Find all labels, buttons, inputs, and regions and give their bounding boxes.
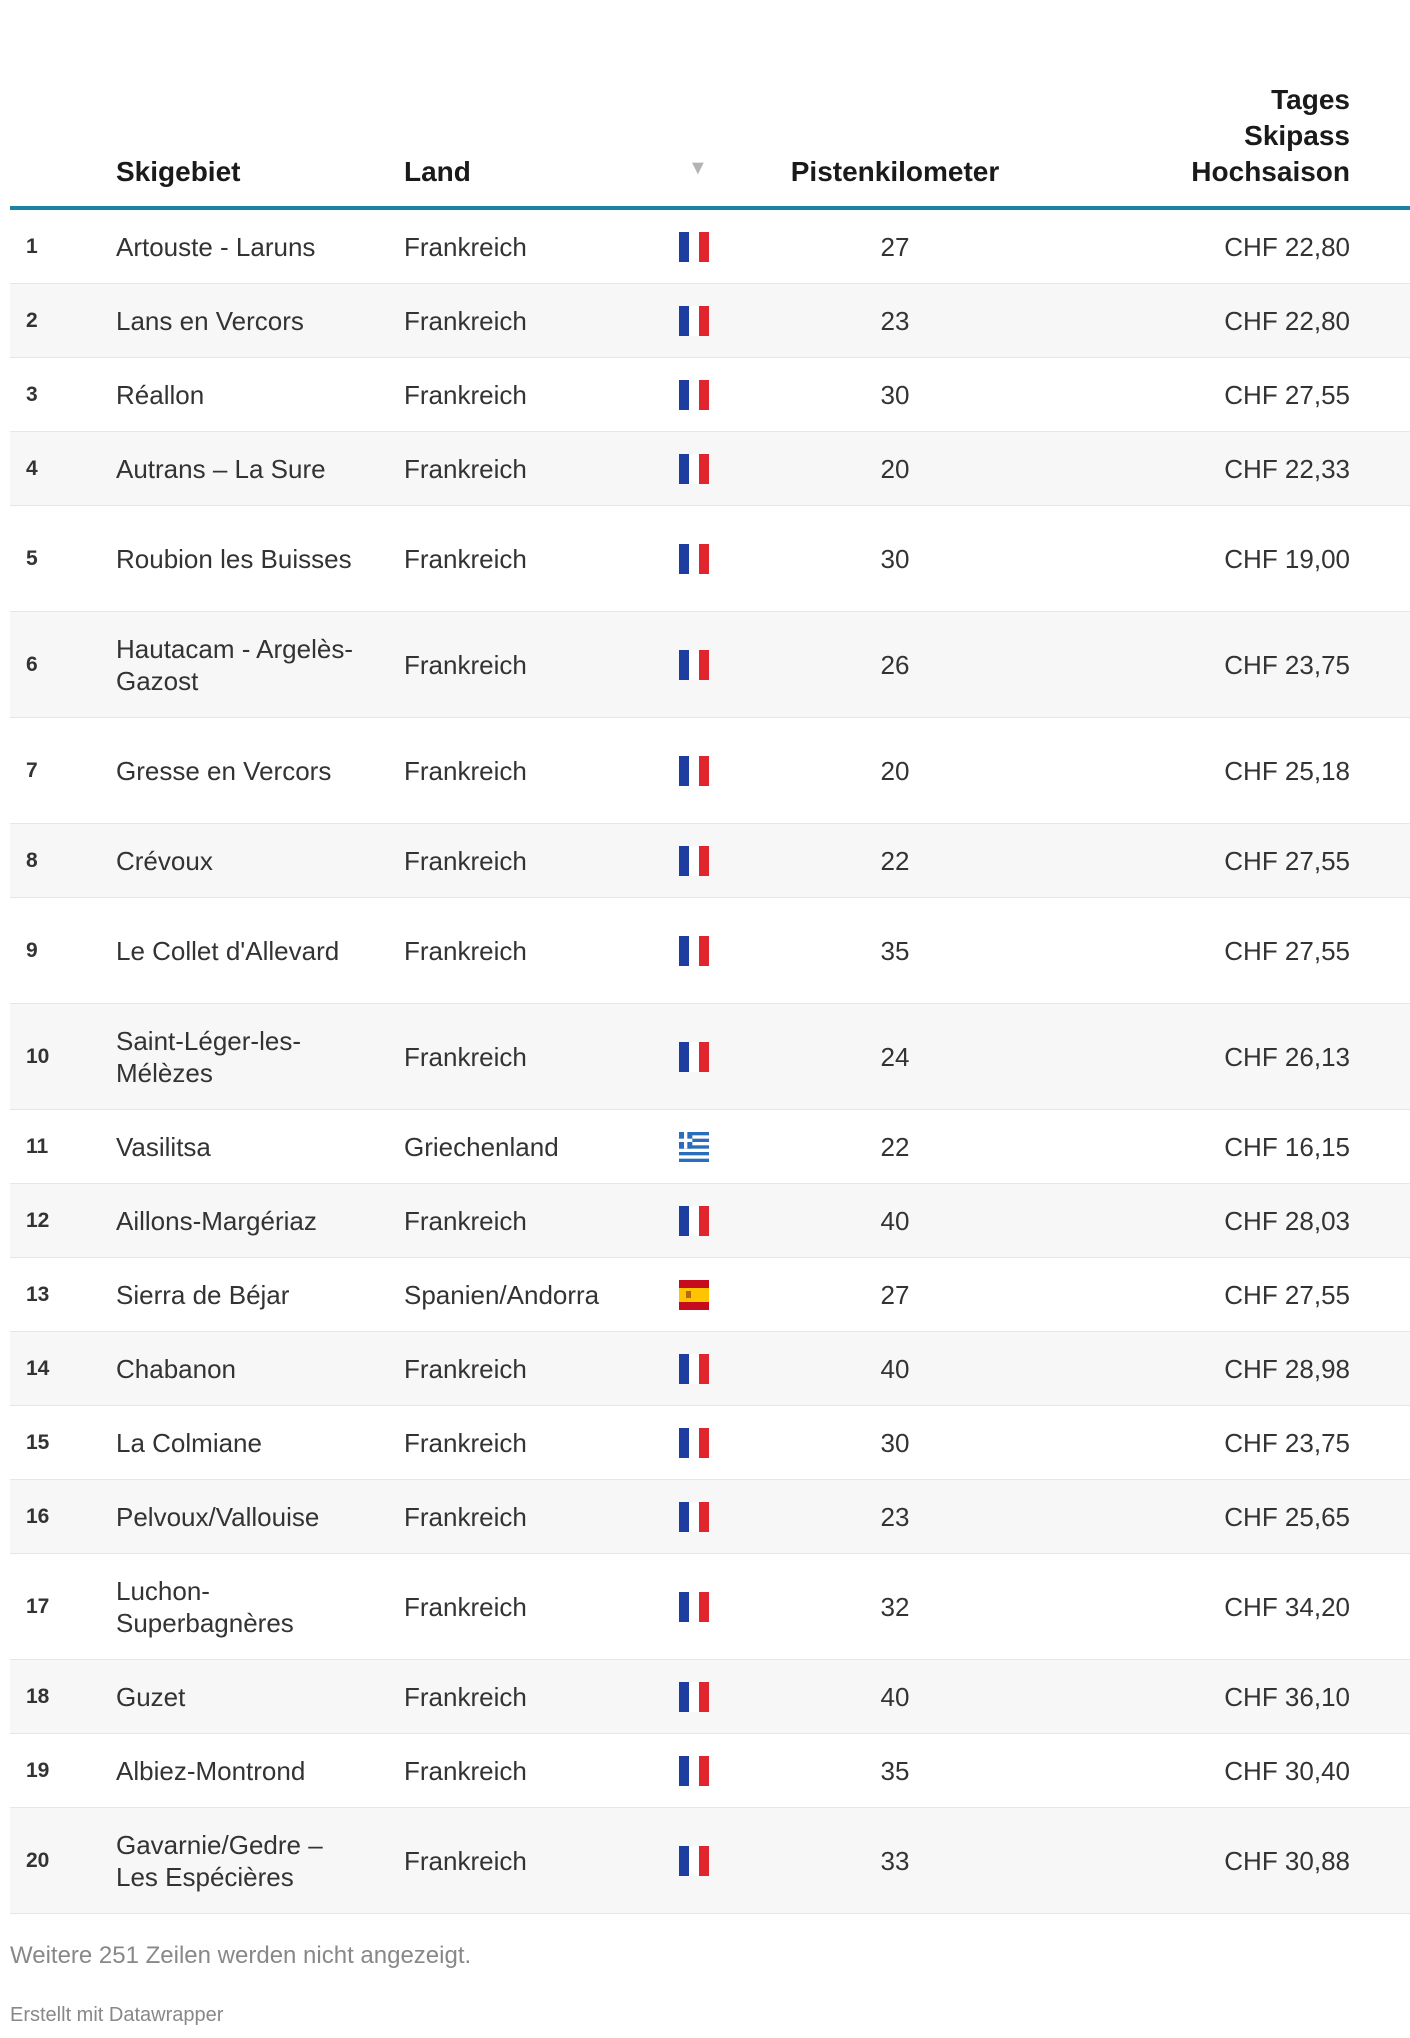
france-flag-icon	[678, 1554, 710, 1659]
rank-cell: 2	[26, 308, 38, 332]
skigebiet-cell: La Colmiane	[116, 1427, 262, 1458]
rank-cell: 11	[26, 1134, 49, 1158]
pistenkilometer-cell: 40	[880, 1681, 910, 1712]
pistenkilometer-cell: 32	[880, 1591, 910, 1622]
rank-cell: 15	[26, 1430, 50, 1454]
column-header-tagesskipass-line1: Tages	[1271, 84, 1350, 115]
pistenkilometer-cell: 23	[880, 1501, 910, 1532]
greece-flag-icon	[678, 1110, 710, 1183]
table-row	[10, 898, 1410, 1004]
skigebiet-cell: Vasilitsa	[116, 1131, 211, 1162]
skigebiet-cell: Guzet	[116, 1681, 186, 1712]
france-flag-icon	[678, 1660, 710, 1733]
skigebiet-cell: Luchon-Superbagnères	[116, 1575, 294, 1638]
pistenkilometer-cell: 27	[880, 231, 910, 262]
pistenkilometer-cell: 33	[880, 1845, 910, 1876]
pistenkilometer-cell: 30	[880, 1427, 910, 1458]
price-cell: CHF 25,18	[1224, 755, 1350, 786]
skigebiet-cell: Autrans – La Sure	[116, 453, 326, 484]
skigebiet-cell: Chabanon	[116, 1353, 236, 1384]
land-cell: Griechenland	[404, 1131, 559, 1162]
table-header	[10, 0, 1410, 210]
rank-cell: 12	[26, 1208, 50, 1232]
rank-cell: 16	[26, 1504, 50, 1528]
france-flag-icon	[678, 432, 710, 505]
pistenkilometer-cell: 26	[880, 649, 910, 680]
ski-table	[10, 0, 1350, 1920]
table-row	[10, 1734, 1410, 1808]
table-row	[10, 1110, 1410, 1184]
price-cell: CHF 28,03	[1224, 1205, 1350, 1236]
land-cell: Frankreich	[404, 1205, 527, 1236]
land-cell: Frankreich	[404, 1755, 527, 1786]
table-rows	[10, 210, 1410, 1914]
france-flag-icon	[678, 1808, 710, 1913]
pistenkilometer-cell: 30	[880, 379, 910, 410]
column-header-tagesskipass[interactable]	[1050, 82, 1350, 190]
table-row	[10, 506, 1410, 612]
rank-cell: 3	[26, 382, 38, 406]
pistenkilometer-cell: 20	[880, 453, 910, 484]
table-row	[10, 284, 1410, 358]
skigebiet-cell: Le Collet d'Allevard	[116, 935, 340, 966]
skigebiet-cell: Albiez-Montrond	[116, 1755, 306, 1786]
pistenkilometer-cell: 40	[880, 1353, 910, 1384]
price-cell: CHF 27,55	[1224, 1279, 1350, 1310]
france-flag-icon	[678, 506, 710, 611]
table-row	[10, 1660, 1410, 1734]
rank-cell: 7	[26, 758, 38, 782]
rank-cell: 19	[26, 1758, 50, 1782]
land-cell: Frankreich	[404, 1427, 527, 1458]
pistenkilometer-cell: 35	[880, 1755, 910, 1786]
pistenkilometer-cell: 27	[880, 1279, 910, 1310]
france-flag-icon	[678, 358, 710, 431]
rank-cell: 1	[26, 234, 38, 258]
rank-cell: 14	[26, 1356, 50, 1380]
price-cell: CHF 26,13	[1224, 1041, 1350, 1072]
skigebiet-cell: Sierra de Béjar	[116, 1279, 290, 1310]
column-header-skigebiet[interactable]: Skigebiet	[116, 156, 241, 187]
land-cell: Frankreich	[404, 1681, 527, 1712]
table-row	[10, 358, 1410, 432]
price-cell: CHF 28,98	[1224, 1353, 1350, 1384]
pistenkilometer-cell: 30	[880, 543, 910, 574]
skigebiet-cell: Hautacam - Argelès-Gazost	[116, 633, 353, 696]
france-flag-icon	[678, 1332, 710, 1405]
land-cell: Frankreich	[404, 1041, 527, 1072]
price-cell: CHF 16,15	[1224, 1131, 1350, 1162]
rank-cell: 6	[26, 652, 38, 676]
price-cell: CHF 19,00	[1224, 543, 1350, 574]
table-row	[10, 824, 1410, 898]
rank-cell: 5	[26, 546, 38, 570]
skigebiet-cell: Roubion les Buisses	[116, 543, 352, 574]
price-cell: CHF 30,40	[1224, 1755, 1350, 1786]
france-flag-icon	[678, 1184, 710, 1257]
rank-cell: 17	[26, 1594, 50, 1618]
france-flag-icon	[678, 210, 710, 283]
land-cell: Frankreich	[404, 231, 527, 262]
rank-cell: 9	[26, 938, 38, 962]
land-cell: Frankreich	[404, 305, 527, 336]
rank-cell: 13	[26, 1282, 50, 1306]
price-cell: CHF 34,20	[1224, 1591, 1350, 1622]
rank-cell: 18	[26, 1684, 50, 1708]
land-cell: Frankreich	[404, 845, 527, 876]
datawrapper-credit[interactable]: Erstellt mit Datawrapper	[10, 2004, 224, 2026]
table-row	[10, 718, 1410, 824]
land-cell: Frankreich	[404, 379, 527, 410]
price-cell: CHF 36,10	[1224, 1681, 1350, 1712]
table-row	[10, 612, 1410, 718]
pistenkilometer-cell: 22	[880, 845, 910, 876]
price-cell: CHF 22,80	[1224, 305, 1350, 336]
column-header-pistenkilometer[interactable]: Pistenkilometer	[790, 156, 1000, 187]
table-row	[10, 1480, 1410, 1554]
skigebiet-cell: Artouste - Laruns	[116, 231, 316, 262]
table-row	[10, 432, 1410, 506]
land-cell: Frankreich	[404, 1501, 527, 1532]
france-flag-icon	[678, 1480, 710, 1553]
pistenkilometer-cell: 24	[880, 1041, 910, 1072]
skigebiet-cell: Aillons-Margériaz	[116, 1205, 317, 1236]
land-cell: Spanien/Andorra	[404, 1279, 600, 1310]
skigebiet-cell: Saint-Léger-les-Mélèzes	[116, 1025, 301, 1088]
table-row	[10, 1332, 1410, 1406]
land-cell: Frankreich	[404, 1591, 527, 1622]
spain-flag-icon	[678, 1258, 710, 1331]
skigebiet-cell: Lans en Vercors	[116, 305, 304, 336]
price-cell: CHF 22,80	[1224, 231, 1350, 262]
land-cell: Frankreich	[404, 935, 527, 966]
skigebiet-cell: Gavarnie/Gedre – Les Espécières	[116, 1829, 323, 1892]
column-header-tagesskipass-line2: Skipass	[1244, 120, 1350, 151]
table-row	[10, 1808, 1410, 1914]
sort-descending-icon[interactable]: ▼	[688, 157, 708, 179]
land-cell: Frankreich	[404, 543, 527, 574]
france-flag-icon	[678, 1004, 710, 1109]
france-flag-icon	[678, 824, 710, 897]
price-cell: CHF 23,75	[1224, 1427, 1350, 1458]
table-row	[10, 1184, 1410, 1258]
pistenkilometer-cell: 40	[880, 1205, 910, 1236]
land-cell: Frankreich	[404, 453, 527, 484]
table-row	[10, 1406, 1410, 1480]
pistenkilometer-cell: 35	[880, 935, 910, 966]
price-cell: CHF 27,55	[1224, 379, 1350, 410]
table-row	[10, 1258, 1410, 1332]
price-cell: CHF 27,55	[1224, 845, 1350, 876]
skigebiet-cell: Réallon	[116, 379, 205, 410]
france-flag-icon	[678, 1406, 710, 1479]
skigebiet-cell: Pelvoux/Vallouise	[116, 1501, 320, 1532]
skigebiet-cell: Gresse en Vercors	[116, 755, 332, 786]
price-cell: CHF 25,65	[1224, 1501, 1350, 1532]
rank-cell: 20	[26, 1848, 50, 1872]
rank-cell: 4	[26, 456, 38, 480]
price-cell: CHF 22,33	[1224, 453, 1350, 484]
table-body	[10, 0, 1410, 1914]
skigebiet-cell: Crévoux	[116, 845, 213, 876]
pistenkilometer-cell: 20	[880, 755, 910, 786]
france-flag-icon	[678, 718, 710, 823]
land-cell: Frankreich	[404, 1353, 527, 1384]
column-header-tagesskipass-line3: Hochsaison	[1191, 156, 1350, 187]
price-cell: CHF 27,55	[1224, 935, 1350, 966]
table-row	[10, 1004, 1410, 1110]
rank-cell: 8	[26, 848, 38, 872]
france-flag-icon	[678, 284, 710, 357]
more-rows-note: Weitere 251 Zeilen werden nicht angezeigt.	[10, 1942, 472, 1969]
land-cell: Frankreich	[404, 1845, 527, 1876]
france-flag-icon	[678, 612, 710, 717]
land-cell: Frankreich	[404, 649, 527, 680]
column-header-land[interactable]: Land	[404, 156, 471, 187]
pistenkilometer-cell: 23	[880, 305, 910, 336]
pistenkilometer-cell: 22	[880, 1131, 910, 1162]
rank-cell: 10	[26, 1044, 50, 1068]
land-cell: Frankreich	[404, 755, 527, 786]
table-row	[10, 1554, 1410, 1660]
price-cell: CHF 30,88	[1224, 1845, 1350, 1876]
table-row	[10, 210, 1410, 284]
price-cell: CHF 23,75	[1224, 649, 1350, 680]
france-flag-icon	[678, 898, 710, 1003]
france-flag-icon	[678, 1734, 710, 1807]
